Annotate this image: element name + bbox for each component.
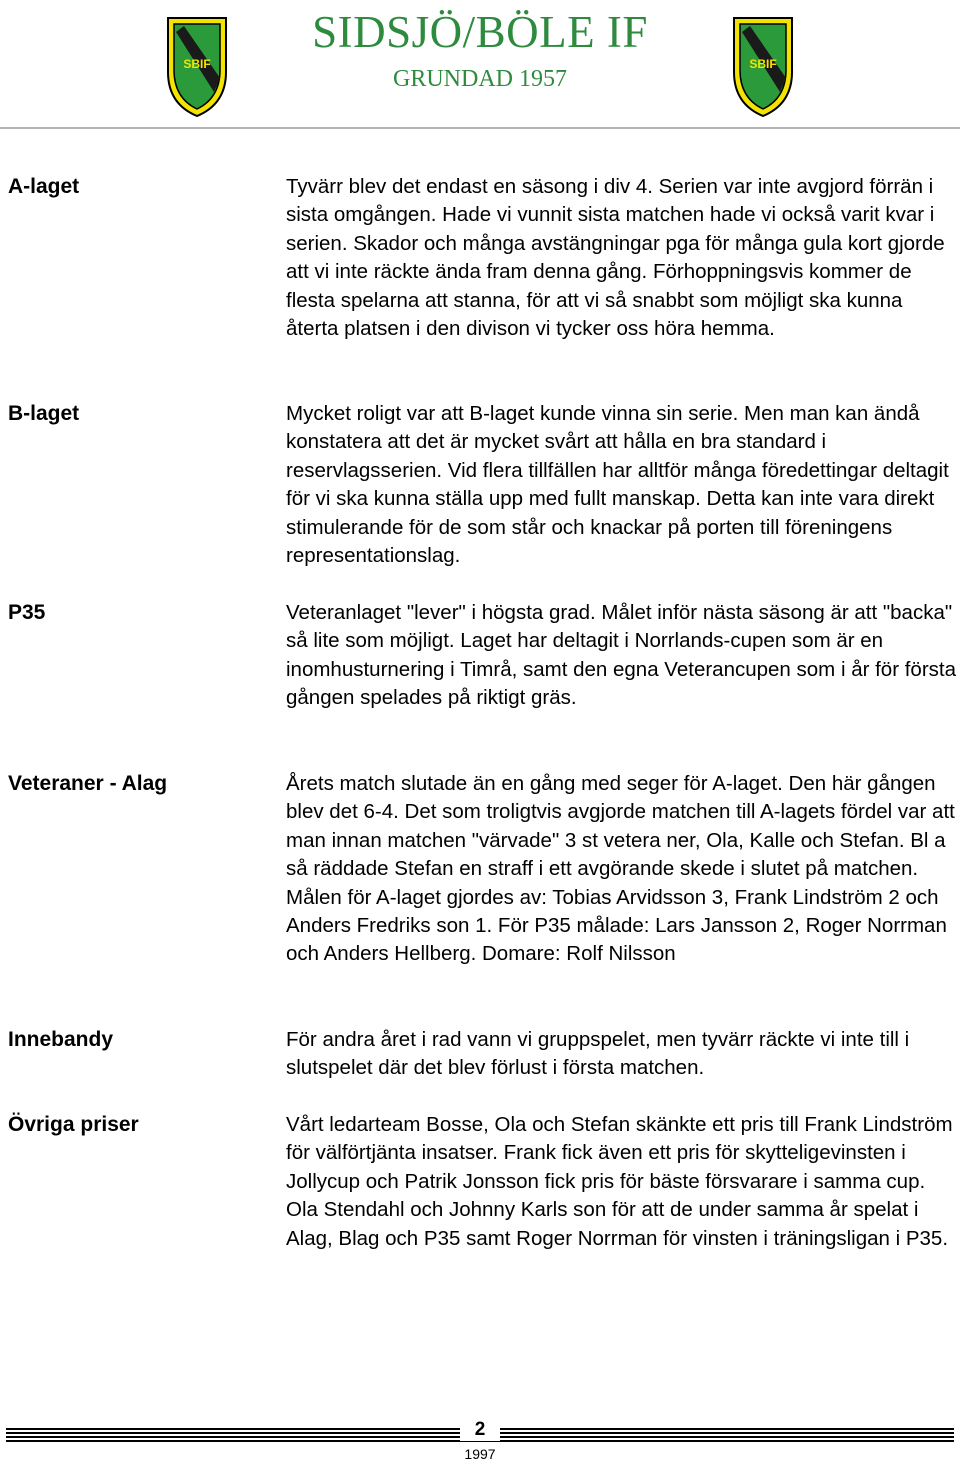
- page-header: [0, 0, 960, 130]
- header-divider: [0, 127, 960, 129]
- section-text: Veteranlaget "lever" i högsta grad. Målet inför nästa säsong är att "backa" så lite som möjligt. Laget har deltagit i Norrlands-cupen som är en inomhusturnering i Timrå, samt den egna Veterancupen som i år för första gången spelades på riktigt gräs.: [286, 601, 957, 710]
- section-label: Innebandy: [8, 1028, 114, 1051]
- section-text: För andra året i rad vann vi gruppspelet, men tyvärr räckte vi inte till i slutspelet där det blev förlust i första matchen.: [286, 1028, 910, 1080]
- footer-year: 1997: [464, 1446, 496, 1462]
- section-label: A-laget: [8, 175, 80, 198]
- section-text: Årets match slutade än en gång med seger för A-laget. Den här gången blev det 6-4. Det som troligtvis avgjorde matchen till A-lagets fördel var att man innan matchen "värvade" 3 st vetera ner, Ola, Kalle och Stefan. Bl a så räddade Stefan en straff i ett avgörande skede i slutet på matchen. Målen för A-laget gjordes av: Tobias Arvidsson 3, Frank Lindström 2 och Anders Fredriks son 1. För P35 målade: Lars Jansson 2, Roger Norrman och Anders Hellberg. Domare: Rolf Nilsson: [286, 772, 955, 966]
- section-text: Vårt ledarteam Bosse, Ola och Stefan skänkte ett pris till Frank Lindström för välförtjänta insatser. Frank fick även ett pris för skytteligevinsten i Jollycup och Patrik Jonsson fick pris för bäste försvarare i samma cup. Ola Stendahl och Johnny Karls son för att de under samma år spelat i Alag, Blag och P35 samt Roger Norrman för vinsten i träningsligan i P35.: [286, 1113, 953, 1250]
- page-number: 2: [460, 1419, 500, 1441]
- section-label: Veteraner - Alag: [8, 772, 168, 795]
- club-shield-logo-right: [730, 12, 796, 120]
- logo-text: SBIF: [183, 57, 211, 71]
- section-text: Mycket roligt var att B-laget kunde vinna sin serie. Men man kan ändå konstatera att det är mycket svårt att hålla en bra standard i reservlagsserien. Vid flera tillfällen har alltför många föredettingar deltagit för vi ska kunna ställa upp med fullt manskap. Detta kan inte vara direkt stimulerande för de som står och knackar på porten till föreningens representationslag.: [286, 402, 949, 568]
- founded-year: GRUNDAD 1957: [393, 66, 567, 92]
- club-name: SIDSJÖ/BÖLE IF: [312, 7, 648, 57]
- section-label: P35: [8, 601, 46, 624]
- section-label: Övriga priser: [8, 1113, 139, 1136]
- section-label: B-laget: [8, 402, 80, 425]
- logo-text: SBIF: [749, 57, 777, 71]
- section-text: Tyvärr blev det endast en säsong i div 4. Serien var inte avgjord förrän i sista omgången. Hade vi vunnit sista matchen hade vi också varit kvar i serien. Skador och många avstängningar pga för många gula kort gjorde att vi inte räckte ända fram denna gång. Förhoppningsvis kommer de flesta spelarna att stanna, för att vi så snabbt som möjligt ska kunna återta platsen i den divison vi tycker oss höra hemma.: [286, 175, 945, 341]
